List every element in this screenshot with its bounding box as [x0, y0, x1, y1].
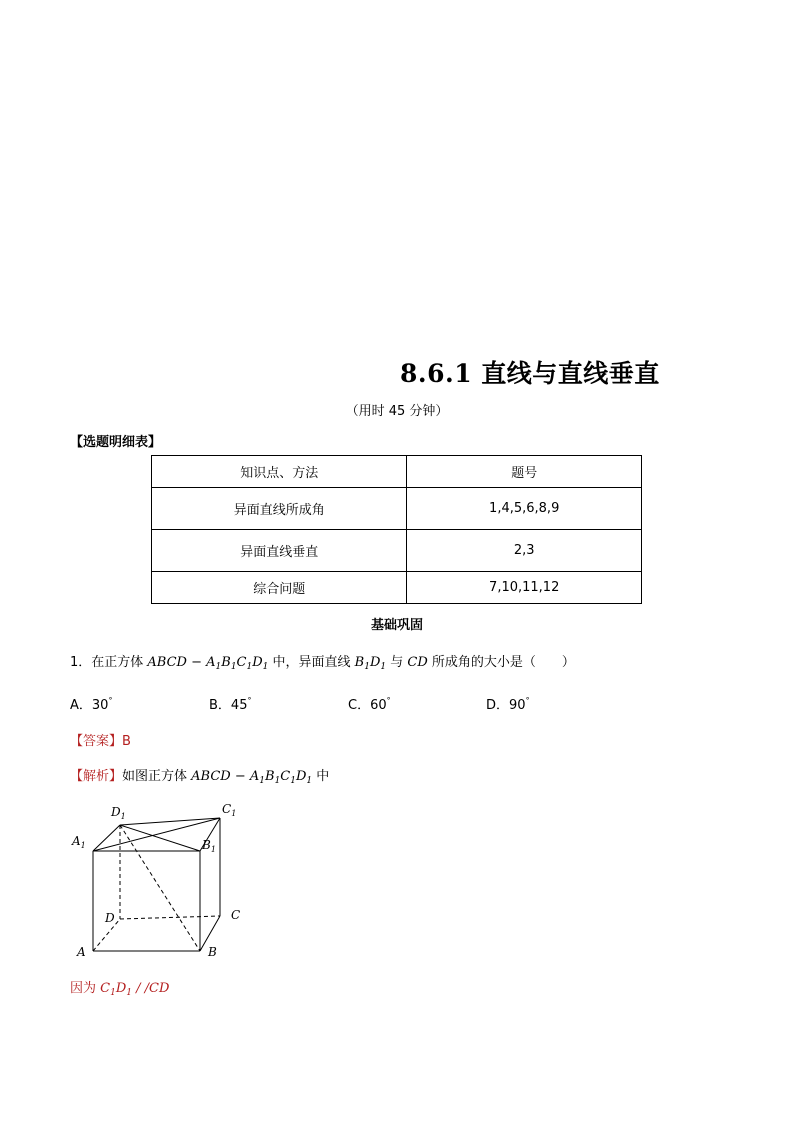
table-header-row: [152, 456, 642, 488]
math-letter: D: [295, 769, 307, 784]
degree-mark: °: [525, 696, 530, 705]
subscript: 1: [380, 662, 387, 672]
option-value: 90: [509, 698, 526, 713]
summary-heading: 【选题明细表】: [70, 435, 162, 450]
subscript: 1: [259, 776, 265, 786]
question-text: 中，异面直线: [268, 655, 355, 670]
explanation-tag: 【解析】: [70, 769, 123, 784]
cube-figure: [65, 798, 255, 968]
math-letter: C: [100, 981, 111, 996]
math-letter: B: [354, 655, 365, 670]
option-d: [486, 694, 530, 713]
label-d: D: [105, 911, 115, 925]
because-text: 因为: [70, 981, 101, 996]
label-d1: $D_1$: [111, 805, 126, 821]
subscript: 1: [126, 988, 132, 998]
math-letter: B: [265, 769, 275, 784]
diagonal-bd1: [120, 825, 200, 951]
cube-name: ABCD − A: [191, 769, 260, 784]
subscript: 1: [262, 662, 269, 672]
answer-value: B: [122, 734, 131, 749]
math-letter: D: [115, 981, 127, 996]
table-cell: 综合问题: [152, 572, 407, 604]
label-a: A: [77, 945, 86, 959]
subscript: 1: [274, 776, 281, 786]
label-a1: $A_1$: [72, 834, 86, 850]
table-cell: 2,3: [407, 530, 642, 572]
table-cell: 异面直线所成角: [152, 488, 407, 530]
math-letter: D: [252, 655, 263, 670]
answer-options: [70, 694, 630, 714]
label-b: B: [208, 945, 217, 959]
diagonal-b1d1: [120, 825, 200, 851]
degree-mark: °: [108, 696, 113, 705]
math-text: / /CD: [132, 981, 170, 996]
degree-mark: °: [386, 696, 391, 705]
math-letter: C: [236, 655, 247, 670]
question-number: 1．在正方体: [70, 655, 148, 670]
subscript: 1: [246, 662, 253, 672]
cube-name: ABCD − A: [147, 655, 216, 670]
option-letter: B．: [209, 698, 231, 713]
math-letter: B: [221, 655, 231, 670]
answer-tag: 【答案】: [70, 734, 123, 749]
label-c: C: [231, 908, 241, 922]
option-c: [348, 694, 391, 713]
math-letter: CD: [407, 655, 428, 670]
edge-dc: [120, 916, 220, 919]
degree-mark: °: [247, 696, 252, 705]
question-1: [70, 651, 575, 672]
table-header-cell: 知识点、方法: [152, 456, 407, 488]
table-row: [152, 530, 642, 572]
explanation-text: 中: [312, 769, 330, 784]
subscript: 1: [230, 662, 237, 672]
option-a: [70, 694, 112, 713]
option-value: 30: [91, 698, 109, 713]
diagonal-a1c1: [93, 818, 220, 851]
option-letter: A．: [70, 698, 92, 713]
time-note: （用时 45 分钟）: [345, 404, 449, 419]
subscript: 1: [290, 776, 296, 786]
subscript: 1: [364, 662, 370, 672]
label-b1: $B_1$: [202, 838, 216, 854]
option-b: [209, 694, 251, 713]
explanation-text: 如图正方体: [122, 769, 192, 784]
subscript: 1: [215, 662, 222, 672]
math-letter: C: [280, 769, 291, 784]
option-letter: D．: [486, 698, 510, 713]
basic-heading: 基础巩固: [370, 618, 423, 633]
explanation-line: [70, 765, 329, 786]
table-row: [152, 572, 642, 604]
option-value: 45: [230, 698, 248, 713]
table-cell: 异面直线垂直: [152, 530, 407, 572]
page-title: 8.6.1 直线与直线垂直: [400, 359, 660, 388]
question-text: 所成角的大小是（ ）: [427, 655, 575, 670]
summary-table: [151, 455, 642, 604]
subscript: 1: [306, 776, 313, 786]
question-text: 与: [386, 655, 408, 670]
answer-line: [70, 730, 131, 749]
table-header-cell: 题号: [407, 456, 642, 488]
table-cell: 7,10,11,12: [407, 572, 642, 604]
subscript: 1: [110, 988, 116, 998]
label-c1: $C_1$: [222, 802, 237, 818]
math-letter: D: [369, 655, 381, 670]
table-cell: 1,4,5,6,8,9: [407, 488, 642, 530]
because-line: [70, 977, 169, 998]
option-letter: C．: [348, 698, 371, 713]
table-row: [152, 488, 642, 530]
option-value: 60: [370, 698, 387, 713]
